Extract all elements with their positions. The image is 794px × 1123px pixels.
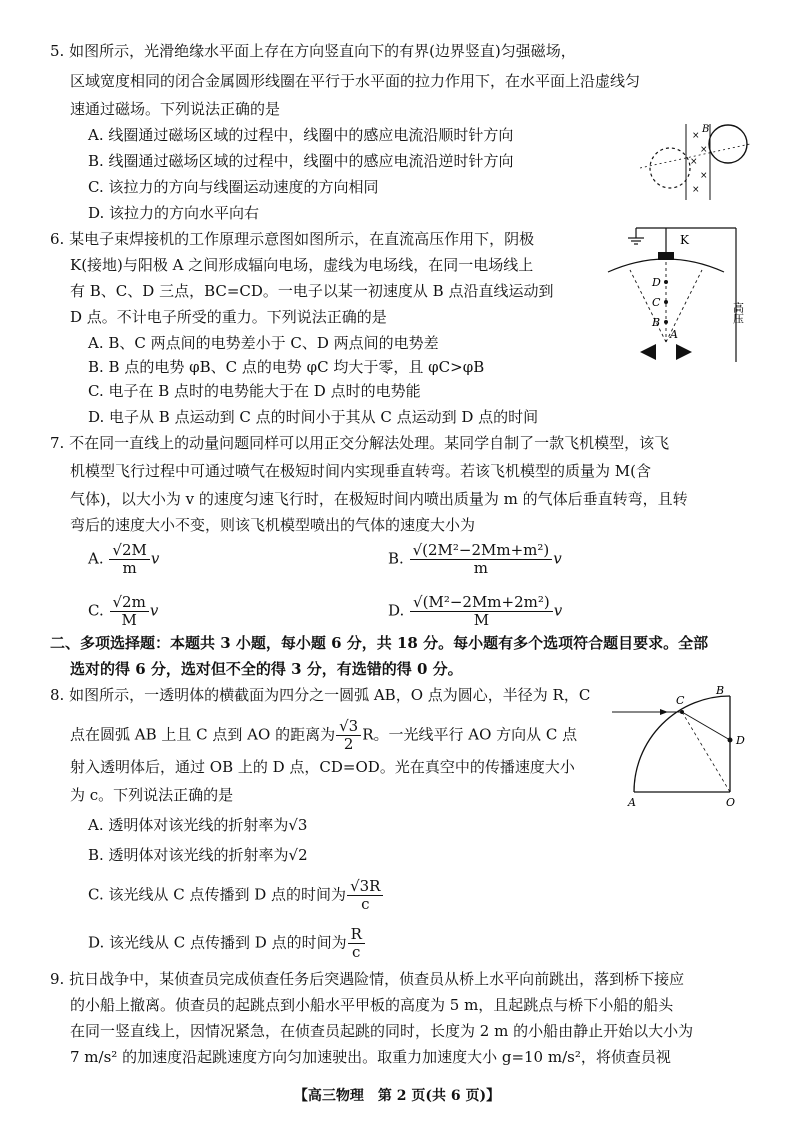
point-d <box>664 280 668 284</box>
field-cross-mark: × <box>690 157 698 167</box>
page-footer: 【高三物理 第 2 页(共 6 页)】 <box>293 1088 501 1104</box>
q7-option-b <box>388 542 562 577</box>
fraction-numerator: √2M <box>109 542 149 560</box>
fraction-numerator: √3R <box>347 878 383 896</box>
q5-option-d: D. 该拉力的方向水平向右 <box>88 204 260 222</box>
field-cross-mark: × <box>700 171 708 181</box>
q8-option-c <box>88 878 384 913</box>
q5-option-a: A. 线圈通过磁场区域的过程中，线圈中的感应电流沿顺时针方向 <box>88 126 514 144</box>
option-letter: A. <box>88 549 104 568</box>
q9-stem-line3: 在同一竖直线上，因情况紧急，在侦查员起跳的同时，长度为 2 m 的小船由静止开始以大小为 <box>70 1022 694 1040</box>
velocity-symbol: v <box>553 549 562 568</box>
q7-option-d <box>388 594 562 629</box>
fraction-denominator: m <box>122 559 137 577</box>
q7-stem-line3: 气体)，以大小为 v 的速度匀速飞行时，在极短时间内喷出质量为 m 的气体后垂直转弯，且转 <box>70 490 688 508</box>
fraction-numerator: √3 <box>336 718 361 736</box>
q8-stem-line2 <box>70 718 577 753</box>
q6-option-a: A. B、C 两点间的电势差小于 C、D 两点间的电势差 <box>88 334 439 352</box>
velocity-symbol: v <box>553 601 563 620</box>
point-b <box>664 320 668 324</box>
q8-option-d-text: D. 该光线从 C 点传播到 D 点的时间为 <box>88 933 347 952</box>
q5-magnetic-field-figure <box>640 116 750 202</box>
q5-option-b: B. 线圈通过磁场区域的过程中，线圈中的感应电流沿逆时针方向 <box>88 152 514 170</box>
q8-c-fraction <box>347 878 383 913</box>
label-d: D <box>736 734 745 747</box>
q7-d-fraction <box>410 594 553 629</box>
option-letter: B. <box>388 549 404 568</box>
fraction-numerator: √(M²−2Mm+2m²) <box>410 594 553 612</box>
q8-line2-tail: R。一光线平行 AO 方向从 C 点 <box>362 725 578 744</box>
label-b: B <box>652 316 661 329</box>
label-k: K <box>680 233 689 247</box>
q6-option-d: D. 电子从 B 点运动到 C 点的时间小于其从 C 点运动到 D 点的时间 <box>88 408 539 426</box>
coil-solid-circle <box>709 125 747 163</box>
field-cross-mark: × <box>692 185 700 195</box>
q8-sqrt3-over-2 <box>336 718 361 753</box>
fraction-denominator: m <box>473 559 489 577</box>
fraction-numerator: √(2M²−2Mm+m²) <box>410 542 553 560</box>
q6-stem-line1: 6. 某电子束焊接机的工作原理示意图如图所示，在直流高压作用下，阴极 <box>50 230 535 248</box>
point-d <box>728 738 733 743</box>
q8-quarter-circle-figure <box>612 682 752 810</box>
label-a: A <box>670 328 678 341</box>
fraction-denominator: 2 <box>343 735 354 753</box>
q6-stem-line4: D 点。不计电子所受的重力。下列说法正确的是 <box>70 308 387 326</box>
q6-stem-line3: 有 B、C、D 三点，BC=CD。一电子以某一初速度从 B 点沿直线运动到 <box>70 282 554 300</box>
option-letter: D. <box>388 601 405 620</box>
q6-option-b: B. B 点的电势 φB、C 点的电势 φC 均大于零，且 φC>φB <box>88 358 485 376</box>
fraction-numerator: √2m <box>110 594 149 612</box>
label-o: O <box>726 796 736 809</box>
fraction-denominator: c <box>352 943 361 961</box>
q5-stem-line2: 区域宽度相同的闭合金属圆形线圈在平行于水平面的拉力作用下，在水平面上沿虚线匀 <box>70 72 641 90</box>
q8-option-b: B. 透明体对该光线的折射率为√2 <box>88 846 308 864</box>
q9-stem-line2: 的小船上撤离。侦查员的起跳点到小船水平甲板的高度为 5 m，且起跳点与桥下小船的船头 <box>70 996 674 1014</box>
q5-stem-line1: 5. 如图所示，光滑绝缘水平面上存在方向竖直向下的有界(边界竖直)匀强磁场， <box>50 42 576 60</box>
q7-b-fraction <box>410 542 553 577</box>
label-d: D <box>652 276 661 289</box>
velocity-symbol: v <box>149 601 159 620</box>
q7-stem-line1: 7. 不在同一直线上的动量问题同样可以用正交分解法处理。某同学自制了一款飞机模型，该飞 <box>50 434 670 452</box>
field-cross-mark: × <box>700 145 708 155</box>
label-b: B <box>716 684 725 697</box>
option-letter: C. <box>88 601 104 620</box>
field-label-b: B <box>702 124 710 135</box>
q7-stem-line4: 弯后的速度大小不变，则该飞机模型喷出的气体的速度大小为 <box>70 516 476 534</box>
section2-header-line2: 选对的得 6 分，选对但不全的得 3 分，有选错的得 0 分。 <box>70 660 463 678</box>
workpiece-left <box>640 344 656 360</box>
q7-option-a <box>88 542 159 577</box>
q5-stem-line3: 速通过磁场。下列说法正确的是 <box>70 100 281 118</box>
q8-option-d <box>88 926 366 961</box>
q8-line2-text: 点在圆弧 AB 上且 C 点到 AO 的距离为 <box>70 725 336 744</box>
q7-stem-line2: 机模型飞行过程中可通过喷气在极短时间内实现垂直转弯。若该飞机模型的质量为 M(含 <box>70 462 651 480</box>
q7-a-fraction <box>109 542 149 577</box>
q9-stem-line1: 9. 抗日战争中，某侦查员完成侦查任务后突遇险情，侦查员从桥上水平向前跳出，落到桥下接应 <box>50 970 685 988</box>
label-c: C <box>676 694 685 707</box>
q6-stem-line2: K(接地)与阳极 A 之间形成辐向电场，虚线为电场线，在同一电场线上 <box>70 256 534 274</box>
refracted-ray <box>682 712 730 740</box>
q8-stem-line4: 为 c。下列说法正确的是 <box>70 786 234 804</box>
q9-stem-line4: 7 m/s² 的加速度沿起跳速度方向匀加速驶出。取重力加速度大小 g=10 m/s²，将侦查员视 <box>70 1048 671 1066</box>
fraction-denominator: c <box>361 895 370 913</box>
q8-stem-line1: 8. 如图所示，一透明体的横截面为四分之一圆弧 AB，O 点为圆心，半径为 R，C <box>50 686 591 704</box>
q7-c-fraction <box>110 594 149 629</box>
section2-header-line1: 二、多项选择题：本题共 3 小题，每小题 6 分，共 18 分。每小题有多个选项符合题目要求。全部 <box>50 634 709 652</box>
label-c: C <box>652 296 661 309</box>
label-a: A <box>628 796 636 809</box>
incident-arrow-icon <box>660 709 668 715</box>
workpiece-right <box>676 344 692 360</box>
fraction-numerator: R <box>348 926 365 944</box>
field-cross-mark: × <box>692 131 700 141</box>
q8-option-c-text: C. 该光线从 C 点传播到 D 点的时间为 <box>88 885 347 904</box>
point-c <box>680 710 684 714</box>
fraction-denominator: M <box>121 611 137 629</box>
fraction-denominator: M <box>473 611 490 629</box>
coil-dashed-circle <box>650 148 690 188</box>
velocity-symbol: v <box>150 549 160 568</box>
q5-option-c: C. 该拉力的方向与线圈运动速度的方向相同 <box>88 178 379 196</box>
normal-line <box>682 712 730 792</box>
q8-stem-line3: 射入透明体后，通过 OB 上的 D 点，CD=OD。光在真空中的传播速度大小 <box>70 758 575 776</box>
point-c <box>664 300 668 304</box>
q8-option-a: A. 透明体对该光线的折射率为√3 <box>88 816 308 834</box>
label-high-voltage: 高压 <box>731 302 745 324</box>
q6-option-c: C. 电子在 B 点时的电势能大于在 D 点时的电势能 <box>88 382 421 400</box>
q6-electron-beam-figure <box>600 222 750 372</box>
q8-d-fraction <box>348 926 365 961</box>
q7-option-c <box>88 594 158 629</box>
